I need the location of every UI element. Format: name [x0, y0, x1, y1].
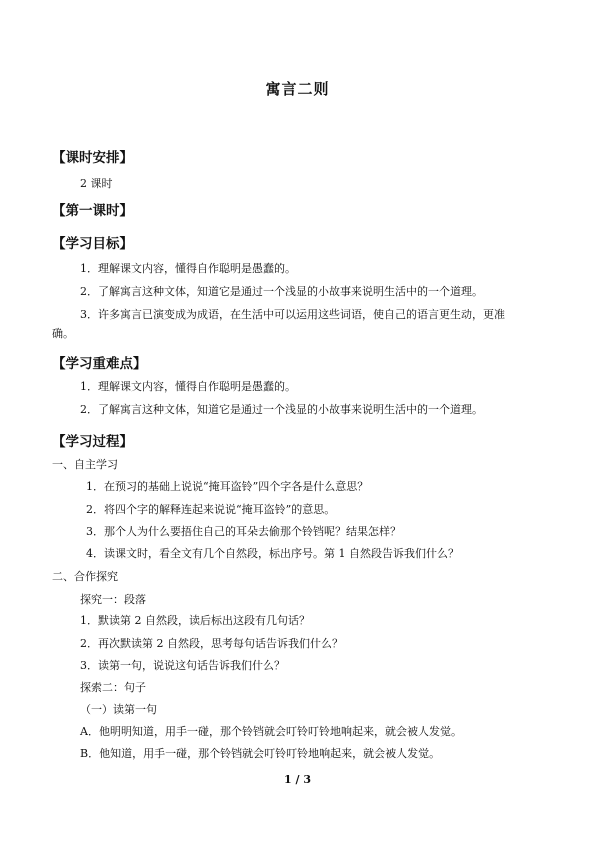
- page-number: 1 / 3: [284, 773, 311, 786]
- part1-item: 4．读课文时，看全文有几个自然段，标出序号。第 1 自然段告诉我们什么？: [86, 547, 459, 560]
- explore2-title: 探索二：句子: [80, 681, 146, 694]
- lesson1-heading: 【第一课时】: [52, 203, 133, 219]
- part2-title: 二、合作探究: [52, 570, 118, 583]
- explore1-item: 1．默读第 2 自然段，读后标出这段有几句话？: [80, 614, 310, 627]
- goal-item: 2．了解寓言这种文体，知道它是通过一个浅显的小故事来说明生活中的一个道理。: [80, 285, 483, 298]
- part1-item: 3．那个人为什么要捂住自己的耳朵去偷那个铃铛呢？结果怎样？: [86, 525, 401, 538]
- key-point-item: 1．理解课文内容，懂得自作聪明是愚蠢的。: [80, 380, 296, 393]
- document-title: 寓言二则: [265, 80, 330, 98]
- goals-heading: 【学习目标】: [52, 236, 133, 252]
- explore2-subtitle: （一）读第一句: [80, 703, 157, 716]
- explore1-title: 探究一：段落: [80, 593, 146, 606]
- goal-item: 1．理解课文内容，懂得自作聪明是愚蠢的。: [80, 262, 296, 275]
- process-heading: 【学习过程】: [52, 434, 133, 450]
- explore2-item: A．他明明知道，用手一碰，那个铃铛就会叮铃叮铃地响起来，就会被人发觉。: [80, 725, 462, 738]
- schedule-heading: 【课时安排】: [52, 150, 133, 166]
- part1-title: 一、自主学习: [52, 458, 118, 471]
- part1-item: 1．在预习的基础上说说“掩耳盗铃”四个字各是什么意思？: [86, 480, 369, 493]
- schedule-text: 2 课时: [80, 177, 113, 190]
- goal-item-continuation: 确。: [52, 327, 74, 340]
- key-points-heading: 【学习重难点】: [52, 356, 147, 372]
- goal-item: 3．许多寓言已演变成为成语，在生活中可以运用这些词语，使自己的语言更生动，更准: [80, 308, 505, 321]
- part1-item: 2．将四个字的解释连起来说说“掩耳盗铃”的意思。: [86, 503, 336, 516]
- key-point-item: 2．了解寓言这种文体，知道它是通过一个浅显的小故事来说明生活中的一个道理。: [80, 403, 483, 416]
- explore1-item: 3．读第一句，说说这句话告诉我们什么？: [80, 659, 285, 672]
- explore1-item: 2．再次默读第 2 自然段，思考每句话告诉我们什么？: [80, 637, 343, 650]
- explore2-item: B．他知道，用手一碰，那个铃铛就会叮铃叮铃地响起来，就会被人发觉。: [80, 747, 441, 760]
